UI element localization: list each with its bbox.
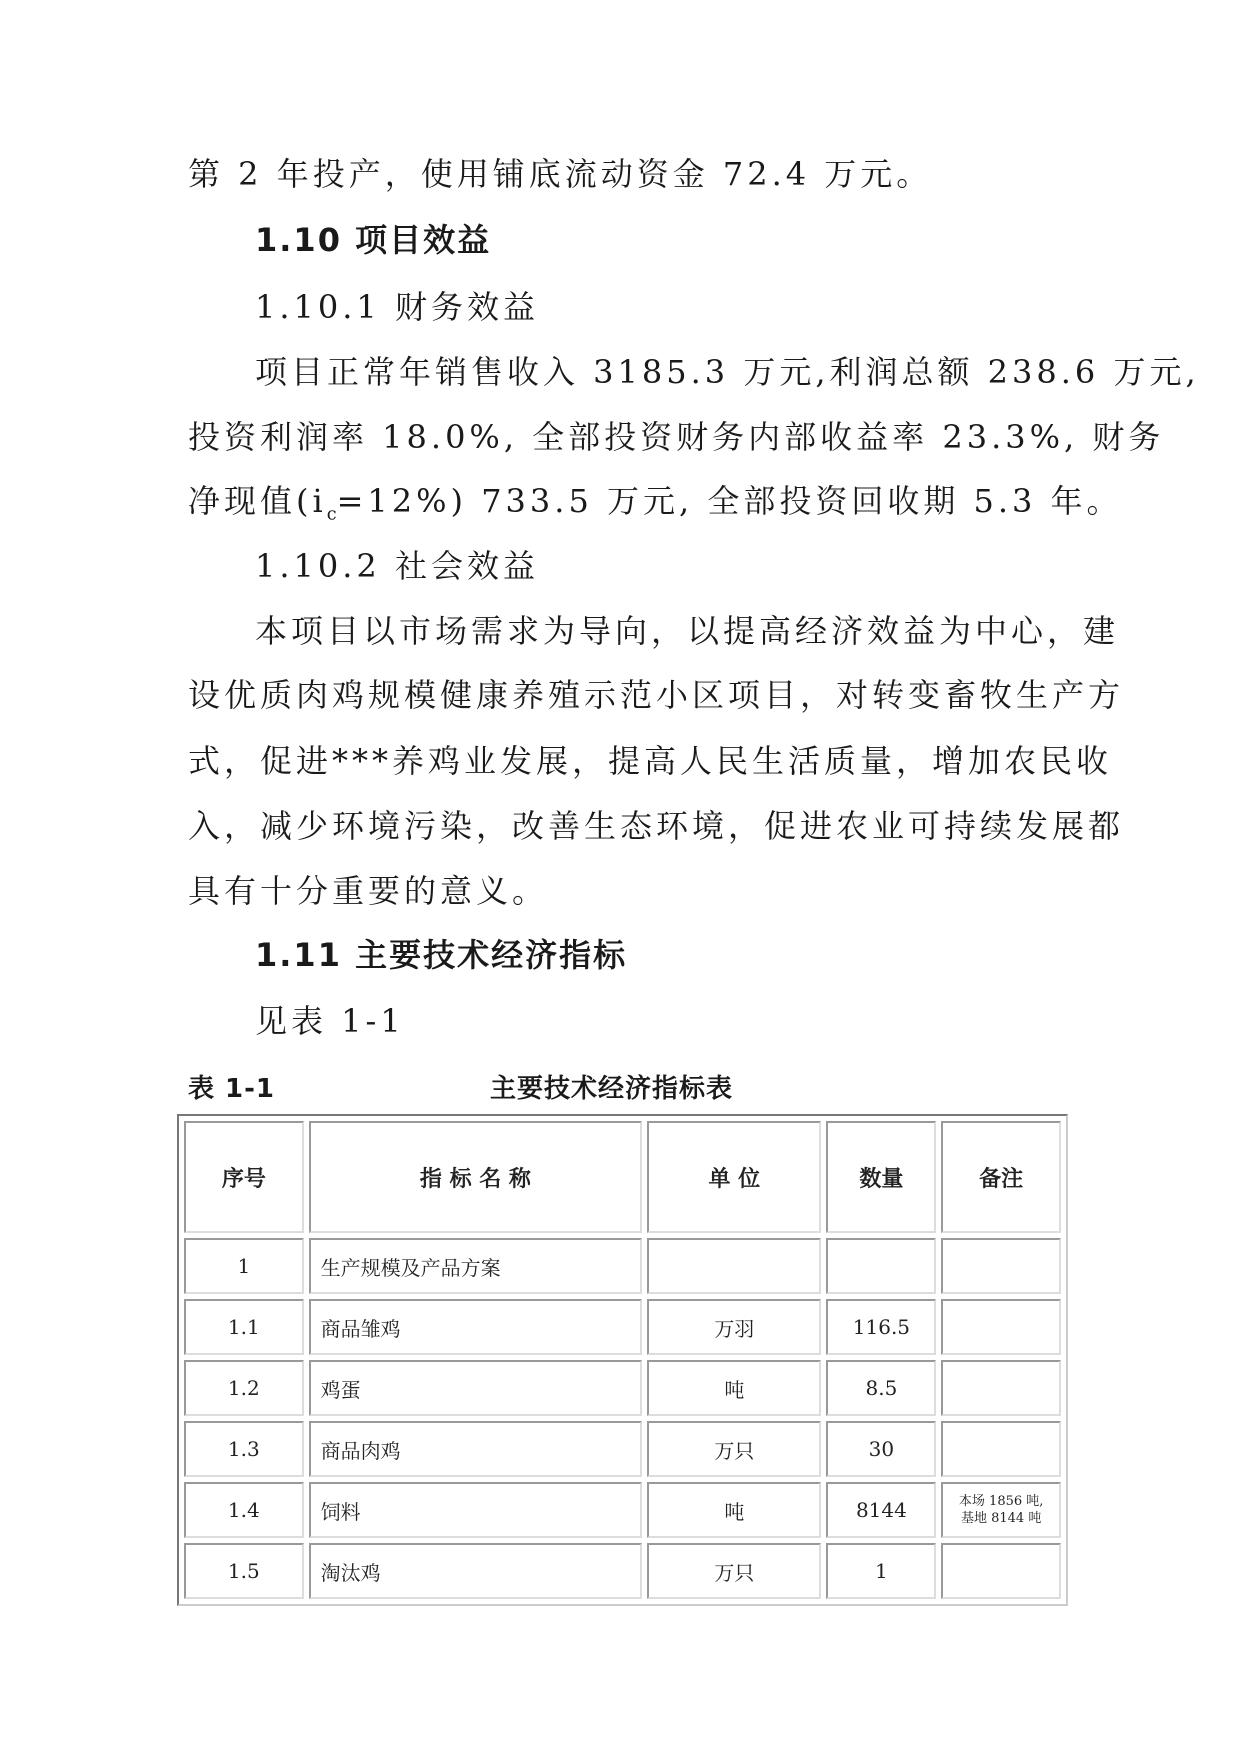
section-heading-1-11: 1.11 主要技术经济指标 [255,936,628,974]
paragraph-line: 本项目以市场需求为导向，以提高经济效益为中心，建 [255,612,1120,650]
indicator-name-cell: 生产规模及产品方案 [309,1238,643,1294]
table-row [184,1238,1061,1294]
unit-cell: 吨 [647,1482,821,1538]
table-caption-number: 表 1-1 [188,1074,276,1104]
column-header: 单 位 [647,1121,821,1233]
indicator-name-cell: 淘汰鸡 [309,1543,643,1599]
subsection-heading-1-10-1: 1.10.1 财务效益 [255,288,539,326]
remark-cell [941,1238,1061,1294]
paragraph-line: 入，减少环境污染，改善生态环境，促进农业可持续发展都 [188,807,1125,845]
table-caption-title: 主要技术经济指标表 [490,1074,734,1104]
paragraph-line: 第 2 年投产，使用铺底流动资金 72.4 万元。 [188,155,933,193]
text-fragment: =12%) 733.5 万元, 全部投资回收期 5.3 年。 [336,482,1123,520]
unit-cell: 吨 [647,1360,821,1416]
column-header: 序号 [184,1121,304,1233]
unit-cell: 万只 [647,1543,821,1599]
unit-cell [647,1238,821,1294]
paragraph-line: 项目正常年销售收入 3185.3 万元,利润总额 238.6 万元, [255,353,1200,391]
table-row [184,1360,1061,1416]
column-header: 备注 [941,1121,1061,1233]
remark-cell [941,1299,1061,1355]
quantity-cell: 30 [826,1421,936,1477]
unit-cell: 万羽 [647,1299,821,1355]
indicator-name-cell: 商品肉鸡 [309,1421,643,1477]
quantity-cell: 8144 [826,1482,936,1538]
indicator-name-cell: 饲料 [309,1482,643,1538]
paragraph-line [188,481,1123,534]
unit-cell: 万只 [647,1421,821,1477]
indicator-table [177,1114,1068,1606]
subscript: c [326,504,337,525]
table-row [184,1482,1061,1538]
text-fragment: 净现值(i [188,482,327,520]
table-header-row [184,1121,1061,1233]
indicator-name-cell: 鸡蛋 [309,1360,643,1416]
indicator-name-cell: 商品雏鸡 [309,1299,643,1355]
quantity-cell: 116.5 [826,1299,936,1355]
paragraph-line: 投资利润率 18.0%, 全部投资财务内部收益率 23.3%, 财务 [188,418,1165,456]
paragraph-line: 见表 1-1 [255,1002,405,1040]
column-header: 数量 [826,1121,936,1233]
table-row [184,1543,1061,1599]
column-header: 指 标 名 称 [309,1121,643,1233]
row-number-cell: 1.1 [184,1299,304,1355]
table-row [184,1421,1061,1477]
quantity-cell [826,1238,936,1294]
row-number-cell: 1.5 [184,1543,304,1599]
table-row [184,1299,1061,1355]
quantity-cell: 1 [826,1543,936,1599]
row-number-cell: 1 [184,1238,304,1294]
paragraph-line: 式，促进***养鸡业发展，提高人民生活质量，增加农民收 [188,742,1113,780]
row-number-cell: 1.2 [184,1360,304,1416]
row-number-cell: 1.4 [184,1482,304,1538]
remark-cell [941,1543,1061,1599]
quantity-cell: 8.5 [826,1360,936,1416]
remark-cell: 本场 1856 吨, 基地 8144 吨 [941,1482,1061,1538]
paragraph-line: 具有十分重要的意义。 [188,872,549,910]
remark-cell [941,1421,1061,1477]
paragraph-line: 设优质肉鸡规模健康养殖示范小区项目，对转变畜牧生产方 [188,676,1125,714]
remark-cell [941,1360,1061,1416]
row-number-cell: 1.3 [184,1421,304,1477]
section-heading-1-10: 1.10 项目效益 [255,221,492,259]
subsection-heading-1-10-2: 1.10.2 社会效益 [255,547,539,585]
